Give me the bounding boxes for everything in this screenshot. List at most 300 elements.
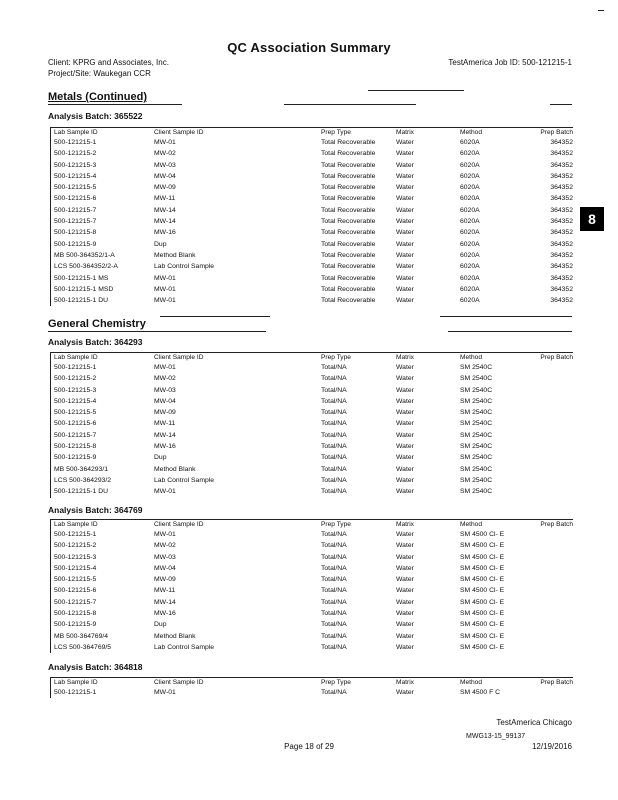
cell-matrix: Water: [396, 195, 414, 203]
cell-prep-type: Total/NA: [321, 420, 347, 428]
cell-client-sample-id: MW-14: [154, 598, 176, 606]
cell-prep-type: Total/NA: [321, 587, 347, 595]
cell-lab-sample-id: 500-121215-1 MS: [54, 274, 109, 282]
cell-lab-sample-id: 500-121215-9: [54, 240, 97, 248]
cell-client-sample-id: MW-14: [154, 431, 176, 439]
cell-method: 6020A: [460, 195, 480, 203]
cell-client-sample-id: Lab Control Sample: [154, 263, 215, 271]
cell-prep-type: Total/NA: [321, 553, 347, 561]
table-row: [51, 608, 573, 619]
cell-lab-sample-id: 500-121215-1: [54, 364, 97, 371]
cell-client-sample-id: MW-02: [154, 150, 176, 158]
table-row: [51, 216, 573, 227]
col-prep-batch: Prep Batch: [540, 129, 573, 136]
cell-method: 6020A: [460, 274, 480, 282]
cell-method: SM 2540C: [460, 386, 493, 394]
cell-lab-sample-id: 500-121215-1 DU: [54, 297, 109, 305]
cell-matrix: Water: [396, 488, 414, 496]
cell-client-sample-id: MW-01: [154, 689, 176, 696]
table-row: [51, 574, 573, 585]
cell-matrix: Water: [396, 218, 414, 226]
cell-method: SM 2540C: [460, 397, 493, 405]
table-row: [51, 563, 573, 574]
cell-prep-type: Total/NA: [321, 386, 347, 394]
cell-lab-sample-id: LCS 500-364769/5: [54, 643, 112, 651]
cell-lab-sample-id: 500-121215-2: [54, 375, 97, 383]
cell-prep-type: Total/NA: [321, 689, 347, 696]
cell-prep-batch: 364352: [550, 297, 573, 305]
cell-method: SM 2540C: [460, 409, 493, 417]
cell-client-sample-id: Dup: [154, 621, 167, 629]
cell-client-sample-id: MW-04: [154, 397, 176, 405]
cell-method: SM 2540C: [460, 476, 493, 484]
cell-method: SM 2540C: [460, 431, 493, 439]
cell-matrix: Water: [396, 643, 414, 651]
col-client-sample-id: Client Sample ID: [154, 354, 204, 361]
cell-lab-sample-id: MB 500-364293/1: [54, 465, 109, 473]
cell-matrix: Water: [396, 689, 414, 696]
genchem-table-2: [50, 519, 573, 653]
cell-matrix: Water: [396, 184, 414, 192]
col-matrix: Matrix: [396, 129, 414, 136]
cell-method: 6020A: [460, 229, 480, 237]
cell-prep-type: Total/NA: [321, 643, 347, 651]
cell-client-sample-id: MW-09: [154, 184, 176, 192]
cell-client-sample-id: Method Blank: [154, 632, 196, 640]
footer-doc-id: MWG13-15_99137: [466, 733, 526, 740]
cell-matrix: Water: [396, 632, 414, 640]
genchem-batch1-title: Analysis Batch: 364293: [48, 337, 143, 347]
cell-prep-type: Total Recoverable: [321, 229, 376, 237]
cell-prep-type: Total/NA: [321, 610, 347, 618]
cell-prep-batch: 364352: [550, 218, 573, 226]
col-prep-batch: Prep Batch: [540, 679, 573, 686]
cell-prep-type: Total/NA: [321, 443, 347, 451]
genchem-table-3: [50, 677, 573, 698]
table-row: [51, 529, 573, 540]
cell-matrix: Water: [396, 263, 414, 271]
cell-client-sample-id: MW-01: [154, 274, 176, 282]
table-row: [51, 137, 573, 148]
cell-method: SM 4500 Cl- E: [460, 542, 505, 550]
genchem-section-title: General Chemistry: [48, 318, 146, 330]
client-line: Client: KPRG and Associates, Inc.: [48, 58, 169, 67]
cell-prep-batch: 364352: [550, 206, 573, 214]
cell-method: 6020A: [460, 218, 480, 226]
cell-matrix: Water: [396, 621, 414, 629]
cell-client-sample-id: MW-01: [154, 285, 176, 293]
cell-lab-sample-id: 500-121215-5: [54, 409, 97, 417]
cell-prep-type: Total Recoverable: [321, 150, 376, 158]
col-lab-sample-id: Lab Sample ID: [54, 354, 98, 361]
cell-matrix: Water: [396, 542, 414, 550]
table-header: [51, 678, 573, 687]
cell-lab-sample-id: 500-121215-8: [54, 443, 97, 451]
cell-lab-sample-id: 500-121215-7: [54, 218, 97, 226]
col-method: Method: [460, 521, 482, 528]
col-prep-type: Prep Type: [321, 354, 351, 361]
cell-matrix: Water: [396, 386, 414, 394]
cell-method: 6020A: [460, 172, 480, 180]
cell-lab-sample-id: 500-121215-9: [54, 454, 97, 462]
cell-method: SM 4500 F C: [460, 689, 501, 696]
cell-prep-type: Total/NA: [321, 409, 347, 417]
metals-batch-title: Analysis Batch: 365522: [48, 111, 143, 121]
cell-matrix: Water: [396, 206, 414, 214]
cell-client-sample-id: MW-03: [154, 161, 176, 169]
cell-client-sample-id: MW-04: [154, 172, 176, 180]
cell-prep-type: Total Recoverable: [321, 206, 376, 214]
table-header: [51, 128, 573, 137]
cell-prep-type: Total Recoverable: [321, 251, 376, 259]
cell-matrix: Water: [396, 161, 414, 169]
col-matrix: Matrix: [396, 521, 414, 528]
cell-prep-type: Total/NA: [321, 564, 347, 572]
cell-prep-type: Total/NA: [321, 465, 347, 473]
cell-prep-type: Total Recoverable: [321, 172, 376, 180]
cell-prep-type: Total Recoverable: [321, 263, 376, 271]
cell-prep-batch: 364352: [550, 263, 573, 271]
cell-matrix: Water: [396, 420, 414, 428]
cell-lab-sample-id: 500-121215-8: [54, 229, 97, 237]
cell-matrix: Water: [396, 139, 414, 146]
col-lab-sample-id: Lab Sample ID: [54, 129, 98, 136]
cell-lab-sample-id: 500-121215-6: [54, 587, 97, 595]
table-row: [51, 418, 573, 429]
table-row: [51, 687, 573, 698]
cell-matrix: Water: [396, 240, 414, 248]
cell-matrix: Water: [396, 465, 414, 473]
cell-lab-sample-id: 500-121215-7: [54, 431, 97, 439]
cell-matrix: Water: [396, 531, 414, 538]
cell-lab-sample-id: 500-121215-1: [54, 139, 97, 146]
cell-prep-type: Total/NA: [321, 488, 347, 496]
genchem-table-1: [50, 352, 573, 498]
table-row: [51, 273, 573, 284]
table-row: [51, 284, 573, 295]
cell-client-sample-id: MW-01: [154, 488, 176, 496]
table-row: [51, 171, 573, 182]
cell-method: SM 4500 Cl- E: [460, 632, 505, 640]
table-header: [51, 353, 573, 362]
cell-lab-sample-id: LCS 500-364352/2-A: [54, 263, 118, 271]
cell-client-sample-id: MW-09: [154, 409, 176, 417]
table-header: [51, 520, 573, 529]
cell-prep-type: Total/NA: [321, 364, 347, 371]
cell-method: 6020A: [460, 150, 480, 158]
table-row: [51, 475, 573, 486]
col-prep-type: Prep Type: [321, 679, 351, 686]
table-row: [51, 362, 573, 373]
cell-client-sample-id: MW-01: [154, 531, 176, 538]
genchem-batch2-rows: [51, 529, 573, 653]
cell-prep-batch: 364352: [550, 172, 573, 180]
cell-client-sample-id: MW-16: [154, 610, 176, 618]
cell-matrix: Water: [396, 397, 414, 405]
table-row: [51, 486, 573, 497]
metals-rows: [51, 137, 573, 306]
cell-lab-sample-id: 500-121215-6: [54, 195, 97, 203]
section-rule: [48, 104, 182, 105]
table-row: [51, 597, 573, 608]
cell-lab-sample-id: 500-121215-5: [54, 576, 97, 584]
cell-lab-sample-id: 500-121215-8: [54, 610, 97, 618]
cell-prep-type: Total/NA: [321, 542, 347, 550]
cell-prep-batch: 364352: [550, 229, 573, 237]
cell-client-sample-id: MW-14: [154, 218, 176, 226]
table-row: [51, 441, 573, 452]
cell-lab-sample-id: 500-121215-1: [54, 531, 97, 538]
cell-method: SM 4500 Cl- E: [460, 576, 505, 584]
cell-prep-batch: 364352: [550, 240, 573, 248]
genchem-batch1-rows: [51, 362, 573, 498]
cell-method: SM 2540C: [460, 364, 493, 371]
cell-prep-type: Total/NA: [321, 531, 347, 538]
cell-matrix: Water: [396, 375, 414, 383]
cell-method: 6020A: [460, 263, 480, 271]
cell-method: 6020A: [460, 184, 480, 192]
cell-lab-sample-id: 500-121215-5: [54, 184, 97, 192]
cell-prep-type: Total Recoverable: [321, 184, 376, 192]
cell-matrix: Water: [396, 409, 414, 417]
table-row: [51, 407, 573, 418]
section-rule: [550, 104, 572, 105]
cell-prep-type: Total/NA: [321, 598, 347, 606]
cell-client-sample-id: MW-03: [154, 553, 176, 561]
cell-client-sample-id: MW-01: [154, 364, 176, 371]
cell-matrix: Water: [396, 251, 414, 259]
cell-lab-sample-id: 500-121215-1 MSD: [54, 285, 114, 293]
cell-lab-sample-id: MB 500-364352/1-A: [54, 251, 115, 259]
cell-matrix: Water: [396, 297, 414, 305]
cell-lab-sample-id: 500-121215-6: [54, 420, 97, 428]
footer-date: 12/19/2016: [531, 742, 572, 751]
table-row: [51, 464, 573, 475]
metals-table: [50, 127, 573, 306]
cell-method: SM 4500 Cl- E: [460, 621, 505, 629]
section-rule: [448, 331, 572, 332]
cell-matrix: Water: [396, 476, 414, 484]
cell-prep-batch: 364352: [550, 139, 573, 146]
cell-lab-sample-id: 500-121215-2: [54, 542, 97, 550]
col-client-sample-id: Client Sample ID: [154, 679, 204, 686]
project-line: Project/Site: Waukegan CCR: [48, 69, 151, 78]
cell-client-sample-id: MW-11: [154, 587, 176, 595]
cell-prep-batch: 364352: [550, 285, 573, 293]
metals-section-title: Metals (Continued): [48, 91, 147, 103]
cell-lab-sample-id: 500-121215-1: [54, 689, 97, 696]
cell-method: 6020A: [460, 285, 480, 293]
cell-matrix: Water: [396, 443, 414, 451]
cell-matrix: Water: [396, 610, 414, 618]
cell-prep-type: Total/NA: [321, 454, 347, 462]
col-lab-sample-id: Lab Sample ID: [54, 679, 98, 686]
cell-lab-sample-id: 500-121215-3: [54, 161, 97, 169]
cell-client-sample-id: Dup: [154, 454, 167, 462]
cell-method: 6020A: [460, 251, 480, 259]
cell-prep-batch: 364352: [550, 184, 573, 192]
cell-prep-type: Total Recoverable: [321, 218, 376, 226]
cell-prep-type: Total/NA: [321, 476, 347, 484]
table-row: [51, 261, 573, 272]
cell-client-sample-id: MW-16: [154, 229, 176, 237]
col-method: Method: [460, 129, 482, 136]
cell-prep-type: Total Recoverable: [321, 195, 376, 203]
col-lab-sample-id: Lab Sample ID: [54, 521, 98, 528]
table-row: [51, 160, 573, 171]
footer-page: Page 18 of 29: [284, 742, 334, 751]
table-row: [51, 385, 573, 396]
genchem-batch3-rows: [51, 687, 573, 698]
cell-client-sample-id: Lab Control Sample: [154, 643, 215, 651]
cell-method: SM 2540C: [460, 488, 493, 496]
cell-prep-type: Total Recoverable: [321, 161, 376, 169]
cell-prep-batch: 364352: [550, 195, 573, 203]
cell-lab-sample-id: 500-121215-7: [54, 598, 97, 606]
col-prep-type: Prep Type: [321, 129, 351, 136]
table-row: [51, 619, 573, 630]
table-row: [51, 642, 573, 653]
cell-matrix: Water: [396, 274, 414, 282]
cell-prep-type: Total Recoverable: [321, 285, 376, 293]
cell-prep-batch: 364352: [550, 274, 573, 282]
table-row: [51, 373, 573, 384]
table-row: [51, 430, 573, 441]
header-rule: [368, 90, 464, 91]
col-method: Method: [460, 679, 482, 686]
cell-method: SM 4500 Cl- E: [460, 553, 505, 561]
cell-prep-type: Total Recoverable: [321, 240, 376, 248]
cell-matrix: Water: [396, 150, 414, 158]
cell-method: SM 2540C: [460, 443, 493, 451]
cell-client-sample-id: MW-04: [154, 564, 176, 572]
cell-prep-type: Total Recoverable: [321, 139, 376, 146]
cell-method: SM 4500 Cl- E: [460, 610, 505, 618]
cell-lab-sample-id: 500-121215-2: [54, 150, 97, 158]
cell-client-sample-id: MW-02: [154, 542, 176, 550]
section-rule: [160, 316, 270, 317]
cell-method: SM 2540C: [460, 454, 493, 462]
col-matrix: Matrix: [396, 679, 414, 686]
cell-lab-sample-id: 500-121215-4: [54, 397, 97, 405]
cell-lab-sample-id: 500-121215-4: [54, 172, 97, 180]
cell-prep-batch: 364352: [550, 251, 573, 259]
cell-prep-type: Total/NA: [321, 397, 347, 405]
section-rule: [48, 331, 266, 332]
cell-method: 6020A: [460, 240, 480, 248]
cell-prep-type: Total/NA: [321, 621, 347, 629]
cell-method: SM 4500 Cl- E: [460, 587, 505, 595]
table-row: [51, 540, 573, 551]
table-row: [51, 452, 573, 463]
cell-method: SM 2540C: [460, 420, 493, 428]
cell-method: SM 4500 Cl- E: [460, 564, 505, 572]
col-client-sample-id: Client Sample ID: [154, 129, 204, 136]
table-row: [51, 631, 573, 642]
cell-matrix: Water: [396, 454, 414, 462]
cell-lab-sample-id: 500-121215-9: [54, 621, 97, 629]
table-row: [51, 396, 573, 407]
cell-matrix: Water: [396, 598, 414, 606]
cell-method: SM 2540C: [460, 465, 493, 473]
cell-client-sample-id: MW-11: [154, 420, 176, 428]
cell-matrix: Water: [396, 364, 414, 371]
cell-lab-sample-id: 500-121215-3: [54, 386, 97, 394]
col-prep-type: Prep Type: [321, 521, 351, 528]
table-row: [51, 585, 573, 596]
cell-lab-sample-id: LCS 500-364293/2: [54, 476, 112, 484]
section-rule: [440, 316, 572, 317]
cell-method: 6020A: [460, 161, 480, 169]
cell-method: 6020A: [460, 139, 480, 146]
cell-lab-sample-id: 500-121215-7: [54, 206, 97, 214]
section-rule: [284, 104, 416, 105]
cell-client-sample-id: MW-09: [154, 576, 176, 584]
cell-method: SM 2540C: [460, 375, 493, 383]
corner-mark: [598, 10, 604, 11]
cell-prep-type: Total/NA: [321, 431, 347, 439]
footer-lab: TestAmerica Chicago: [496, 718, 572, 727]
cell-lab-sample-id: 500-121215-3: [54, 553, 97, 561]
cell-prep-batch: 364352: [550, 161, 573, 169]
col-client-sample-id: Client Sample ID: [154, 521, 204, 528]
table-row: [51, 239, 573, 250]
cell-client-sample-id: MW-16: [154, 443, 176, 451]
table-row: [51, 193, 573, 204]
cell-matrix: Water: [396, 564, 414, 572]
table-row: [51, 250, 573, 261]
cell-client-sample-id: MW-01: [154, 297, 176, 305]
cell-lab-sample-id: 500-121215-1 DU: [54, 488, 109, 496]
cell-client-sample-id: MW-03: [154, 386, 176, 394]
table-row: [51, 182, 573, 193]
cell-matrix: Water: [396, 587, 414, 595]
cell-client-sample-id: Dup: [154, 240, 167, 248]
cell-prep-type: Total/NA: [321, 576, 347, 584]
genchem-batch3-title: Analysis Batch: 364818: [48, 662, 143, 672]
job-id: TestAmerica Job ID: 500-121215-1: [448, 58, 572, 67]
cell-lab-sample-id: 500-121215-4: [54, 564, 97, 572]
table-row: [51, 148, 573, 159]
cell-client-sample-id: Lab Control Sample: [154, 476, 215, 484]
genchem-batch2-title: Analysis Batch: 364769: [48, 505, 143, 515]
cell-method: SM 4500 Cl- E: [460, 643, 505, 651]
cell-client-sample-id: MW-14: [154, 206, 176, 214]
cell-method: 6020A: [460, 206, 480, 214]
col-matrix: Matrix: [396, 354, 414, 361]
cell-prep-type: Total Recoverable: [321, 297, 376, 305]
table-row: [51, 227, 573, 238]
table-row: [51, 205, 573, 216]
cell-matrix: Water: [396, 285, 414, 293]
cell-matrix: Water: [396, 553, 414, 561]
cell-prep-type: Total/NA: [321, 375, 347, 383]
cell-method: 6020A: [460, 297, 480, 305]
col-prep-batch: Prep Batch: [540, 354, 573, 361]
cell-prep-type: Total/NA: [321, 632, 347, 640]
cell-method: SM 4500 Cl- E: [460, 598, 505, 606]
cell-matrix: Water: [396, 576, 414, 584]
cell-client-sample-id: Method Blank: [154, 465, 196, 473]
col-prep-batch: Prep Batch: [540, 521, 573, 528]
section-tab-marker: 8: [580, 207, 604, 231]
cell-client-sample-id: MW-01: [154, 139, 176, 146]
cell-client-sample-id: MW-11: [154, 195, 176, 203]
cell-client-sample-id: Method Blank: [154, 251, 196, 259]
cell-method: SM 4500 Cl- E: [460, 531, 505, 538]
table-row: [51, 552, 573, 563]
col-method: Method: [460, 354, 482, 361]
